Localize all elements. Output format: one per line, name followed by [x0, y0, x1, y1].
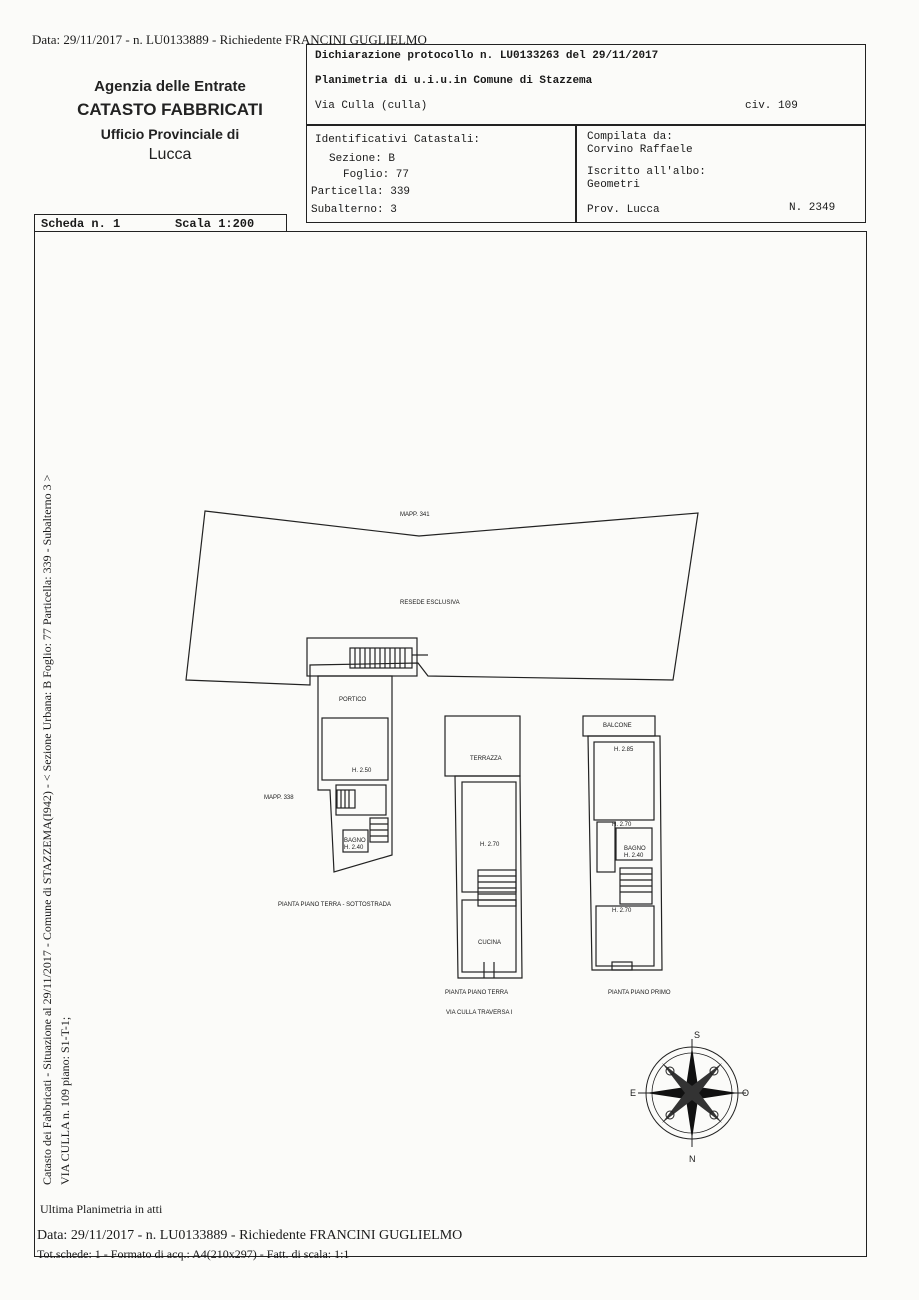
compass-west: O [742, 1088, 750, 1098]
compass-south: S [694, 1030, 701, 1040]
plan2-subcaption: VIA CULLA TRAVERSA I [446, 1010, 513, 1016]
label-mapp-338: MAPP. 338 [264, 795, 294, 801]
sheet-number: Scheda n. 1 [41, 217, 121, 231]
declaration-planimetria: Planimetria di u.i.u.in Comune di Stazzema [315, 75, 593, 87]
identifier-foglio: Foglio: 77 [343, 169, 410, 181]
catasto-title: CATASTO FABBRICATI [77, 100, 263, 119]
label-cucina: CUCINA [478, 940, 502, 946]
identifier-sezione: Sezione: B [329, 153, 396, 165]
identifier-subalterno: Subalterno: 3 [311, 204, 397, 216]
footer-sheet-info: Tot.schede: 1 - Formato di acq.: A4(210x297) - Fatt. di scala: 1:1 [37, 1247, 350, 1261]
identifiers-title: Identificativi Catastali: [315, 134, 481, 146]
label-h-ground: H. 2.50 [352, 768, 372, 774]
label-portico: PORTICO [339, 697, 367, 703]
side-cadastral-text: Catasto dei Fabbricati - Situazione al 29/11/2017 - Comune di STAZZEMA(I942) - < Sezione Urbana: B Foglio: 77 Particella: 339 - Subalterno 3 > [40, 474, 54, 1185]
declaration-address: Via Culla (culla) [315, 100, 428, 112]
compiled-by-name: Corvino Raffaele [587, 144, 693, 156]
label-h-terra: H. 2.70 [480, 842, 500, 848]
label-mapp-341: MAPP. 341 [400, 512, 430, 518]
compass-north: N [689, 1154, 696, 1164]
label-balcone: BALCONE [603, 723, 632, 729]
declaration-protocol: Dichiarazione protocollo n. LU0133263 del 29/11/2017 [315, 50, 659, 62]
identifier-particella: Particella: 339 [311, 186, 411, 198]
plan1-caption: PIANTA PIANO TERRA - SOTTOSTRADA [278, 902, 392, 908]
label-h-first-top: H. 2.85 [614, 747, 634, 753]
label-bagno-first: BAGNO [624, 846, 646, 852]
compiled-by-label: Compilata da: [587, 131, 673, 143]
resede-outline [186, 511, 698, 685]
plan2-caption: PIANTA PIANO TERRA [445, 990, 509, 996]
footer-request-line: Data: 29/11/2017 - n. LU0133889 - Richiedente FRANCINI GUGLIELMO [37, 1228, 463, 1243]
office-city: Lucca [148, 146, 192, 163]
label-bagno-ground: BAGNO [344, 838, 366, 844]
label-h-bagno-first: H. 2.40 [624, 853, 644, 859]
compass-east: E [630, 1088, 637, 1098]
label-h-first-mid: H. 2.70 [612, 822, 632, 828]
registered-value: Geometri [587, 179, 640, 191]
last-plan-note: Ultima Planimetria in atti [40, 1202, 163, 1216]
compass-rose [638, 1039, 746, 1147]
province: Prov. Lucca [587, 204, 660, 216]
registered-label: Iscritto all'albo: [587, 166, 706, 178]
top-request-line: Data: 29/11/2017 - n. LU0133889 - Richiedente FRANCINI GUGLIELMO [32, 32, 427, 47]
label-h-bagno-ground: H. 2.40 [344, 845, 364, 851]
plan-ground [445, 716, 520, 776]
declaration-civ: civ. 109 [745, 100, 798, 112]
agency-name: Agenzia delle Entrate [94, 78, 246, 95]
plan3-caption: PIANTA PIANO PRIMO [608, 990, 671, 996]
registration-number: N. 2349 [789, 202, 836, 214]
label-h-first-bottom: H. 2.70 [612, 908, 632, 914]
sheet-scale: Scala 1:200 [175, 217, 255, 231]
side-address-text: VIA CULLA n. 109 piano: S1-T-1; [58, 1016, 72, 1185]
label-terrazza: TERRAZZA [470, 756, 502, 762]
label-resede: RESEDE ESCLUSIVA [400, 600, 460, 606]
office-label: Ufficio Provinciale di [100, 126, 240, 142]
